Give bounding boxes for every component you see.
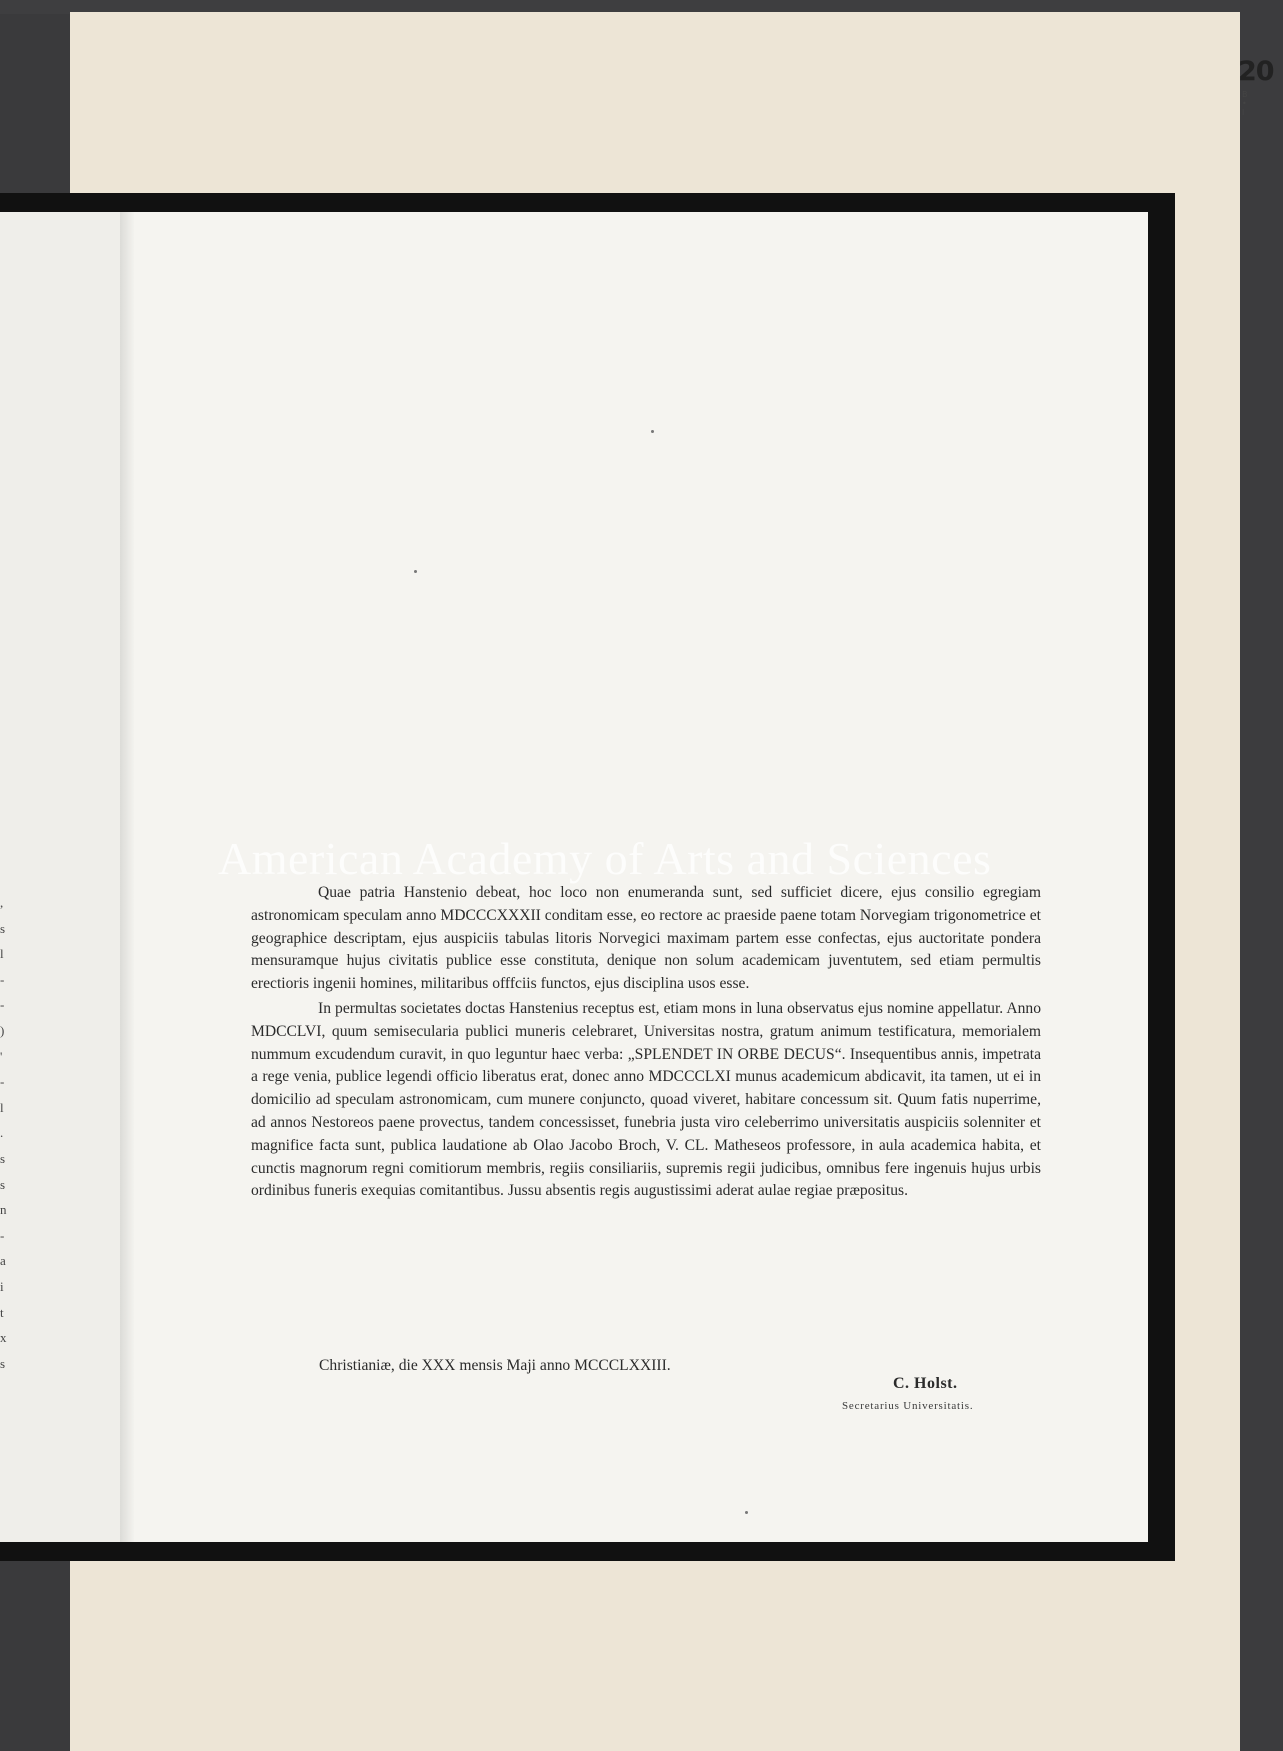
margin-char: -	[0, 971, 5, 987]
margin-char: l	[0, 1099, 4, 1115]
speck	[745, 1511, 748, 1514]
margin-char: .	[0, 1125, 4, 1141]
page-number: 20	[1238, 56, 1274, 87]
margin-char: s	[0, 920, 6, 936]
document-body	[251, 882, 1041, 1203]
margin-char: s	[0, 1150, 6, 1166]
page-number-mark: B • I	[1242, 90, 1252, 117]
margin-char: n	[0, 1202, 7, 1218]
margin-char: -	[0, 997, 5, 1013]
margin-char: l	[0, 946, 4, 962]
margin-char: i	[0, 1278, 4, 1294]
signature-name: C. Holst.	[893, 1375, 958, 1392]
body-paragraph-1: Quae patria Hanstenio debeat, hoc loco non enumeranda sunt, sed sufficiet dicere, ejus consilio egregiam astronomicam speculam anno MDCCCXXXII conditam esse, eo rectore ac praeside paene totam Norvegiam trigonometrice et geographice descriptam, ejus auspiciis tabulas litoris Norvegici maximam partem esse confectas, ejus auctoritate pondera mensuramque hujus civitatis publice esse constituta, denique non solum academicam juventutem, sed etiam permultis erectioris ingenii homines, militaribus offfciis functos, ejus disciplina usos esse.	[251, 884, 1041, 993]
body-paragraph-2: In permultas societates doctas Hanstenius receptus est, etiam mons in luna observatus ejus nomine appellatur. Anno MDCCLVI, quum semisecularia publici muneris celebraret, Universitas nostra, gratum animum testificatura, memorialem nummum excudendum curavit, in quo leguntur haec verba: „SPLENDET IN ORBE DECUS“. Insequentibus annis, impetrata a rege venia, publice legendi officio liberatus erat, donec anno MDCCCLXI munus academicum abdicavit, ita tamen, ut ei in domicilio ad speculam astronomicam, cum munere conjuncto, quoad viveret, habitare concessum sit. Quum fatis nuperrime, ad annos Nestoreos paene provectus, tandem concessisset, funebria justa viro celeberrimo universitatis auspiciis solenniter et magnifice facta sunt, publica laudatione ab Olao Jacobo Broch, V. CL. Matheseos professore, in aula academica habita, et cunctis magnorum regni comitiorum membris, regiis consiliariis, supremis regii judicibus, omnibus fere ingenuis hujus urbis ordinibus funeris exequias comitantibus. Jussu absentis regis augustissimi aderat aulae regiae præpositus.	[251, 999, 1041, 1200]
margin-char: -	[0, 1074, 5, 1090]
margin-char: -	[0, 1227, 5, 1243]
margin-char: s	[0, 1355, 6, 1371]
margin-char: x	[0, 1330, 7, 1346]
speck	[651, 430, 654, 433]
watermark: American Academy of Arts and Sciences	[218, 833, 992, 884]
margin-char: )	[0, 1022, 5, 1038]
scan-backdrop-right	[1240, 0, 1283, 1751]
page-fold-shadow	[120, 212, 134, 1542]
margin-char: t	[0, 1304, 4, 1320]
left-page-edge	[0, 212, 126, 1542]
left-margin-characters	[0, 890, 12, 1376]
margin-char: a	[0, 1253, 6, 1269]
speck	[414, 570, 417, 573]
signature-title: Secretarius Universitatis.	[842, 1400, 974, 1412]
margin-char: ,	[0, 895, 4, 910]
dateline: Christianiæ, die XXX mensis Maji anno MCCCLXXIII.	[319, 1357, 671, 1374]
margin-char: '	[0, 1048, 3, 1064]
margin-char: s	[0, 1176, 6, 1192]
